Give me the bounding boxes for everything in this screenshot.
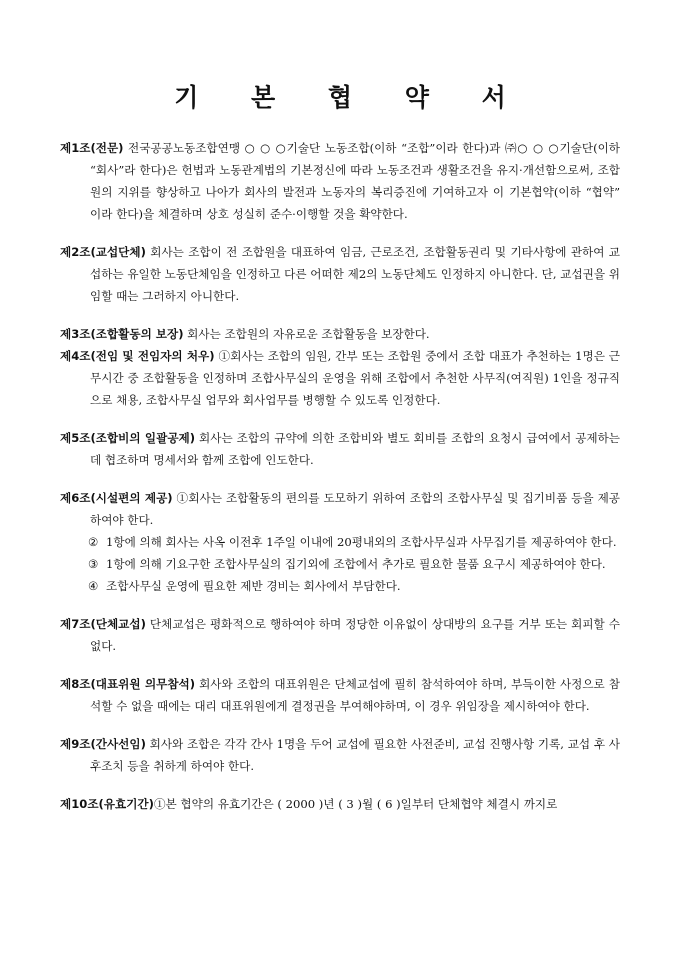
article-heading: 제6조(시설편의 제공) bbox=[60, 491, 173, 505]
article-text: ①회사는 조합의 임원, 간부 또는 조합원 중에서 조합 대표가 추천하는 1명은 근무시간 중 조합활동을 인정하며 조합사무실의 운영을 위해 조합에서 추천한 사무직(여직원) 1인을 정규직으로 채용, 조합사무실 업무와 회사업무를 병행할 수 있도록 인정한다. bbox=[90, 349, 620, 407]
article-3 bbox=[60, 323, 620, 345]
article-heading: 제4조(전임 및 전임자의 처우) bbox=[60, 349, 215, 363]
article-text: 회사는 조합원의 자유로운 조합활동을 보장한다. bbox=[183, 327, 430, 341]
article-text: 회사와 조합은 각각 간사 1명을 두어 교섭에 필요한 사전준비, 교섭 진행사항 기록, 교섭 후 사후조치 등을 취하게 하여야 한다. bbox=[90, 737, 620, 773]
article-text: 회사는 조합이 전 조합원을 대표하여 임금, 근로조건, 조합활동권리 및 기타사항에 관하여 교섭하는 유일한 노동단체임을 인정하고 다른 어떠한 제2의 노동단체도 인정하지 아니한다. 단, 교섭권을 위임할 때는 그러하지 아니한다. bbox=[90, 245, 620, 303]
article-text: 전국공공노동조합연맹 ○ ○ ○기술단 노동조합(이하 “조합”이라 한다)과 ㈜○ ○ ○기술단(이하 “회사”라 한다)은 헌법과 노동관계법의 기본정신에 따라 노동조건과 생활조건을 유지·개선함으로써, 조합원의 지위를 향상하고 나아가 회사의 발전과 노동자의 복리증진에 기여하고자 이 기본협약(이하 “협약” 이라 한다)을 체결하며 상호 성실히 준수·이행할 것을 확약한다. bbox=[90, 141, 620, 221]
article-10 bbox=[60, 793, 620, 815]
article-heading: 제2조(교섭단체) bbox=[60, 245, 146, 259]
article-heading: 제3조(조합활동의 보장) bbox=[60, 327, 184, 341]
article-heading: 제9조(간사선임) bbox=[60, 737, 146, 751]
article-6-item-4 bbox=[60, 575, 620, 597]
item-mark: ③ bbox=[88, 557, 99, 571]
article-6-item-3 bbox=[60, 553, 620, 575]
article-5 bbox=[60, 427, 620, 471]
article-text: ①본 협약의 유효기간은 ( 2000 )년 ( 3 )월 ( 6 )일부터 단체협약 체결시 까지로 bbox=[153, 797, 558, 811]
item-mark: ④ bbox=[88, 579, 99, 593]
article-1 bbox=[60, 137, 620, 225]
article-text: 회사는 조합의 규약에 의한 조합비와 별도 회비를 조합의 요청시 급여에서 공제하는데 협조하며 명세서와 함께 조합에 인도한다. bbox=[90, 431, 620, 467]
item-text: 조합사무실 운영에 필요한 제반 경비는 회사에서 부담한다. bbox=[106, 579, 401, 593]
article-heading: 제7조(단체교섭) bbox=[60, 617, 146, 631]
article-8 bbox=[60, 673, 620, 717]
document-body bbox=[60, 137, 620, 815]
article-7 bbox=[60, 613, 620, 657]
item-mark: ② bbox=[88, 535, 99, 549]
article-heading: 제10조(유효기간) bbox=[60, 797, 154, 811]
article-text: ①회사는 조합활동의 편의를 도모하기 위하여 조합의 조합사무실 및 집기비품 등을 제공하여야 한다. bbox=[90, 491, 620, 527]
article-heading: 제5조(조합비의 일괄공제) bbox=[60, 431, 196, 445]
document-title: 기 본 협 약 서 bbox=[174, 83, 528, 112]
article-4 bbox=[60, 345, 620, 411]
article-6 bbox=[60, 487, 620, 531]
article-text: 단체교섭은 평화적으로 행하여야 하며 정당한 이유없이 상대방의 요구를 거부 또는 회피할 수 없다. bbox=[90, 617, 620, 653]
article-heading: 제8조(대표위원 의무참석) bbox=[60, 677, 196, 691]
article-heading: 제1조(전문) bbox=[60, 141, 124, 155]
article-2 bbox=[60, 241, 620, 307]
article-text: 회사와 조합의 대표위원은 단체교섭에 필히 참석하여야 하며, 부득이한 사정으로 참석할 수 없을 때에는 대리 대표위원에게 결정권을 부여해야하며, 이 경우 위임장을 제시하여야 한다. bbox=[90, 677, 620, 713]
article-6-item-2 bbox=[60, 531, 620, 553]
article-9 bbox=[60, 733, 620, 777]
item-text: 1항에 의해 회사는 사옥 이전후 1주일 이내에 20평내외의 조합사무실과 사무집기를 제공하여야 한다. bbox=[106, 535, 617, 549]
item-text: 1항에 의해 기요구한 조합사무실의 집기외에 조합에서 추가로 필요한 물품 요구시 제공하여야 한다. bbox=[106, 557, 606, 571]
